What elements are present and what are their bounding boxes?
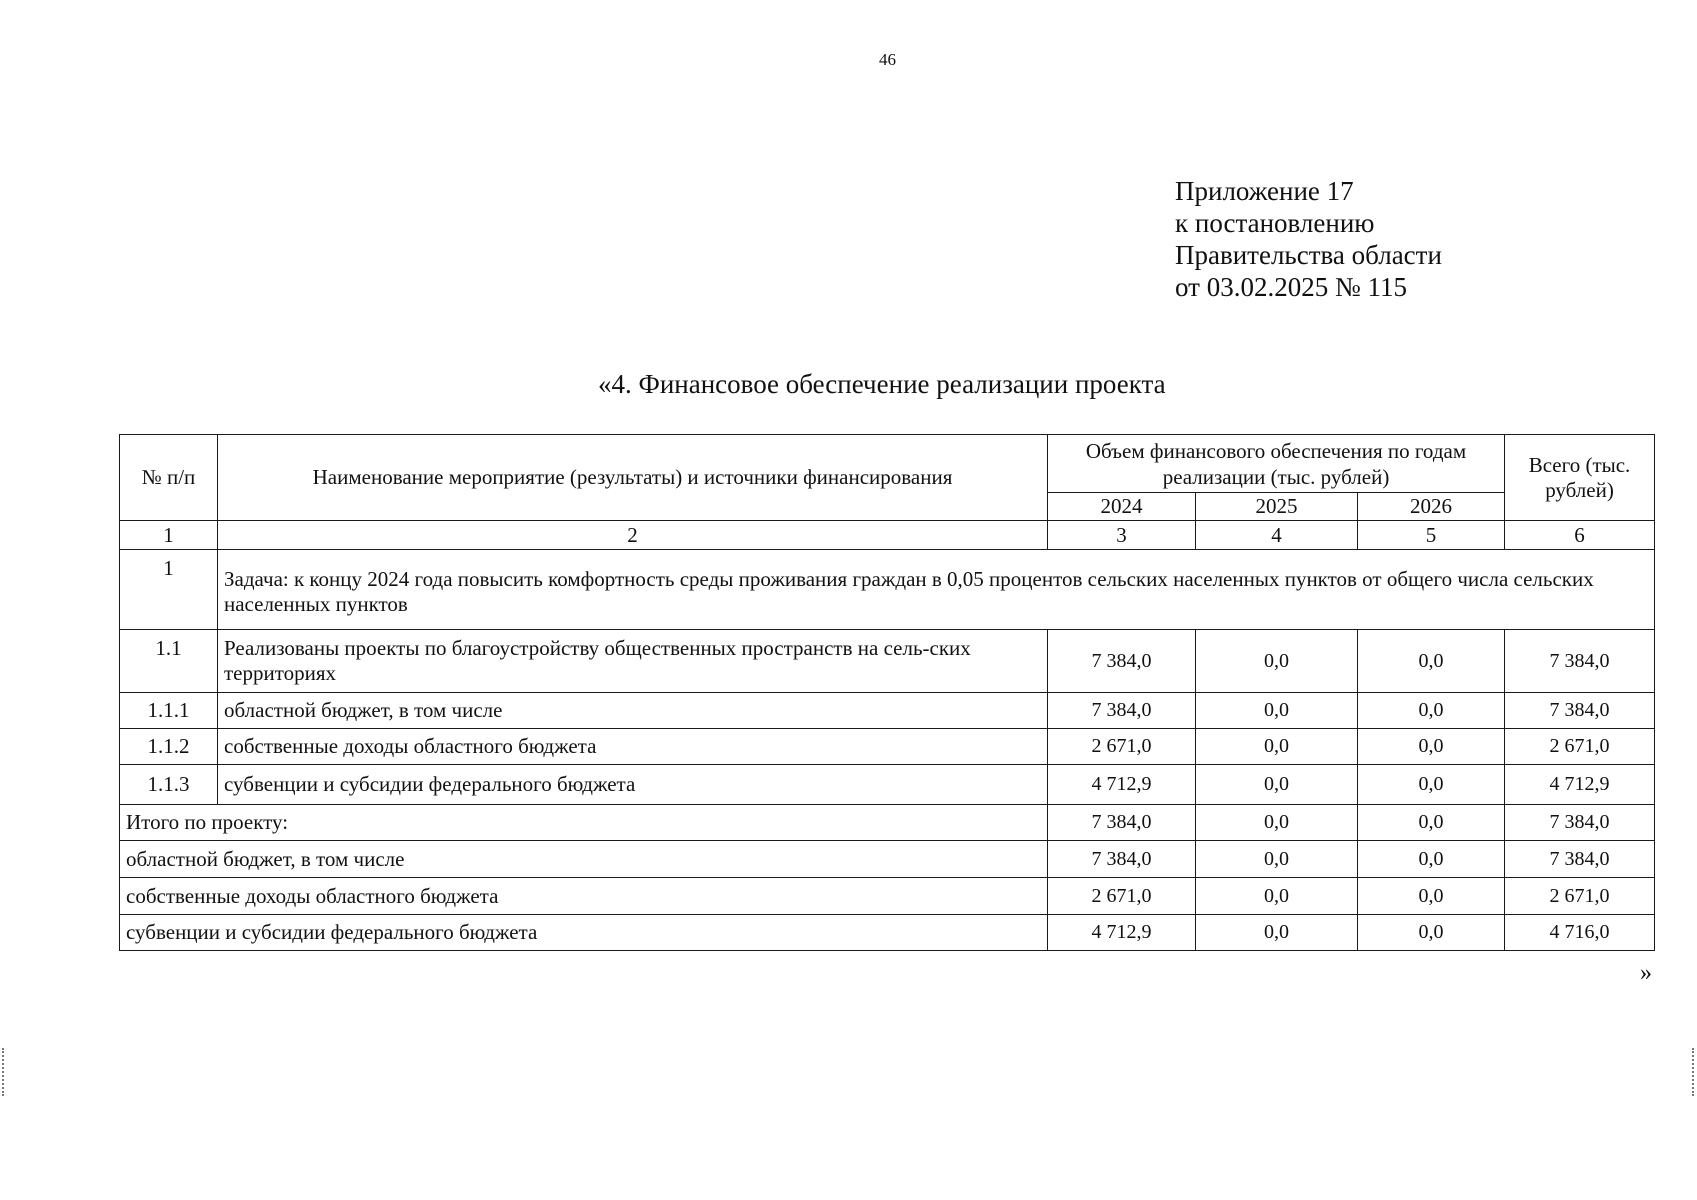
total-2025: 0,0 xyxy=(1196,915,1358,951)
total-row xyxy=(120,915,1655,951)
total-name: собственные доходы областного бюджета xyxy=(120,878,1048,915)
total-2026: 0,0 xyxy=(1358,915,1505,951)
row-total: 2 671,0 xyxy=(1505,729,1655,765)
total-total: 7 384,0 xyxy=(1505,841,1655,878)
appendix-line-1: Приложение 17 xyxy=(1175,176,1354,206)
col-number: 5 xyxy=(1358,521,1505,550)
row-2025: 0,0 xyxy=(1196,630,1358,693)
row-2024: 7 384,0 xyxy=(1048,630,1196,693)
row-2025: 0,0 xyxy=(1196,729,1358,765)
total-2026: 0,0 xyxy=(1358,841,1505,878)
row-name: Реализованы проекты по благоустройству общественных пространств на сель-ских территориях xyxy=(218,630,1048,693)
row-name: областной бюджет, в том числе xyxy=(218,693,1048,729)
row-name: субвенции и субсидии федерального бюджета xyxy=(218,765,1048,805)
appendix-line-3: Правительства области xyxy=(1175,240,1442,270)
header-volume: Объем финансового обеспечения по годам реализации (тыс. рублей) xyxy=(1048,435,1505,493)
total-total: 7 384,0 xyxy=(1505,805,1655,841)
total-name: субвенции и субсидии федерального бюджета xyxy=(120,915,1048,951)
appendix-line-4: от 03.02.2025 № 115 xyxy=(1175,272,1407,302)
header-name: Наименование мероприятие (результаты) и источники финансирования xyxy=(218,435,1048,521)
header-row xyxy=(120,435,1655,493)
total-2025: 0,0 xyxy=(1196,805,1358,841)
header-year-2026: 2026 xyxy=(1358,493,1505,521)
header-total: Всего (тыс. рублей) xyxy=(1505,435,1655,521)
row-2026: 0,0 xyxy=(1358,693,1505,729)
scan-edge-marks-left xyxy=(2,1048,6,1096)
total-2024: 2 671,0 xyxy=(1048,878,1196,915)
col-number: 4 xyxy=(1196,521,1358,550)
total-2026: 0,0 xyxy=(1358,878,1505,915)
total-row xyxy=(120,878,1655,915)
table-row xyxy=(120,630,1655,693)
table-row xyxy=(120,729,1655,765)
row-num: 1.1.1 xyxy=(120,693,218,729)
total-name: областной бюджет, в том числе xyxy=(120,841,1048,878)
row-num: 1.1 xyxy=(120,630,218,693)
table-row xyxy=(120,765,1655,805)
task-num: 1 xyxy=(120,550,218,630)
total-total: 2 671,0 xyxy=(1505,878,1655,915)
total-row xyxy=(120,805,1655,841)
row-name: собственные доходы областного бюджета xyxy=(218,729,1048,765)
col-number: 6 xyxy=(1505,521,1655,550)
row-2026: 0,0 xyxy=(1358,729,1505,765)
row-2024: 7 384,0 xyxy=(1048,693,1196,729)
total-2025: 0,0 xyxy=(1196,878,1358,915)
column-numbers-row xyxy=(120,521,1655,550)
total-2024: 7 384,0 xyxy=(1048,805,1196,841)
total-2026: 0,0 xyxy=(1358,805,1505,841)
row-total: 7 384,0 xyxy=(1505,693,1655,729)
appendix-block xyxy=(1175,175,1442,303)
section-title: «4. Финансовое обеспечение реализации проекта xyxy=(598,369,1166,399)
total-name: Итого по проекту: xyxy=(120,805,1048,841)
row-2026: 0,0 xyxy=(1358,630,1505,693)
row-2024: 2 671,0 xyxy=(1048,729,1196,765)
row-total: 7 384,0 xyxy=(1505,630,1655,693)
total-2024: 7 384,0 xyxy=(1048,841,1196,878)
row-num: 1.1.2 xyxy=(120,729,218,765)
appendix-line-2: к постановлению xyxy=(1175,208,1375,238)
closing-quote: » xyxy=(1640,960,1652,986)
task-row xyxy=(120,550,1655,630)
total-row xyxy=(120,841,1655,878)
table-row xyxy=(120,693,1655,729)
header-year-2024: 2024 xyxy=(1048,493,1196,521)
total-2024: 4 712,9 xyxy=(1048,915,1196,951)
row-2025: 0,0 xyxy=(1196,693,1358,729)
scan-edge-marks-right xyxy=(1692,1048,1696,1096)
page-number: 46 xyxy=(879,50,896,69)
total-2025: 0,0 xyxy=(1196,841,1358,878)
row-2025: 0,0 xyxy=(1196,765,1358,805)
task-text: Задача: к концу 2024 года повысить комфортность среды проживания граждан в 0,05 процентов сельских населенных пунктов от общего числа сельских населенных пунктов xyxy=(218,550,1655,630)
col-number: 3 xyxy=(1048,521,1196,550)
col-number: 1 xyxy=(120,521,218,550)
header-year-2025: 2025 xyxy=(1196,493,1358,521)
total-total: 4 716,0 xyxy=(1505,915,1655,951)
financing-table xyxy=(119,434,1655,951)
row-total: 4 712,9 xyxy=(1505,765,1655,805)
row-num: 1.1.3 xyxy=(120,765,218,805)
col-number: 2 xyxy=(218,521,1048,550)
row-2024: 4 712,9 xyxy=(1048,765,1196,805)
row-2026: 0,0 xyxy=(1358,765,1505,805)
header-num: № п/п xyxy=(120,435,218,521)
